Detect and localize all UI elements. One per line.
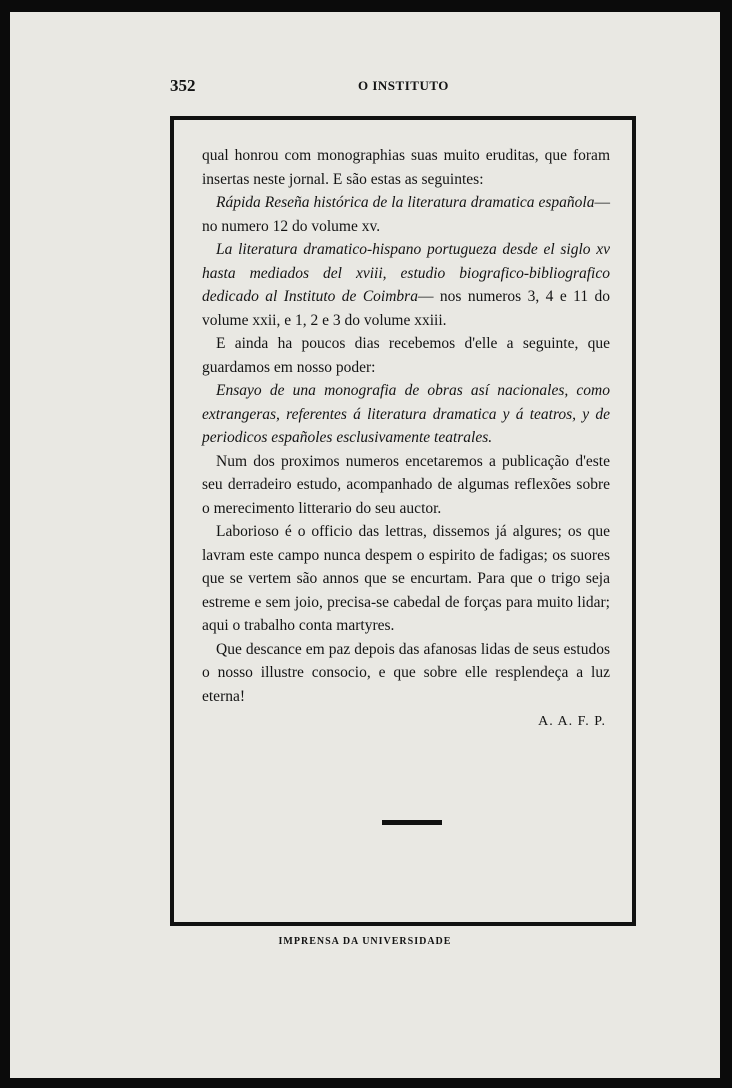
work-ref-1: — no numero 12 do volume xv.	[202, 194, 610, 235]
work-ref-2: — nos numeros 3, 4 e 11 do volume xxii, e 1, 2 e 3 do volume xxiii.	[202, 288, 610, 329]
work-entry-2	[202, 238, 610, 332]
work-title-1: Rápida Reseña histórica de la literatura dramatica española	[216, 194, 595, 211]
work-entry-1	[202, 191, 610, 238]
printer-imprint: IMPRENSA DA UNIVERSIDADE	[278, 936, 452, 947]
document-page	[10, 12, 720, 1078]
paragraph-received: E ainda ha poucos dias recebemos d'elle a seguinte, que guardamos em nosso poder:	[202, 335, 610, 376]
page-header	[10, 76, 720, 100]
paragraph-laborioso: Laborioso é o officio das lettras, dissemos já algures; os que lavram este campo nunca despem o espirito de fadigas; os suores que se vertem são annos que se encurtam. Para que o trigo seja estreme e sem joio, precisa-se cabedal de forças para muito lidar; aqui o trabalho conta martyres.	[202, 523, 610, 634]
end-rule	[382, 820, 442, 825]
work-title-3: Ensayo de una monografia de obras así nacionales, como extrangeras, referentes á literatura dramatica y á teatros, y de periodicos españoles esclusivamente teatrales.	[202, 382, 610, 446]
article-text	[202, 144, 610, 734]
paragraph-publication: Num dos proximos numeros encetaremos a publicação d'este seu derradeiro estudo, acompanhado de algumas reflexões sobre o merecimento litterario do seu auctor.	[202, 452, 610, 517]
paragraph-intro: qual honrou com monographias suas muito eruditas, que foram insertas neste jornal. E são estas as seguintes:	[202, 147, 610, 188]
work-title-2: La literatura dramatico-hispano portugueza desde el siglo xv hasta mediados del xviii, estudio biografico-bibliografico dedicado al Instituto de Coimbra	[202, 241, 610, 305]
running-title: O INSTITUTO	[358, 78, 449, 93]
paragraph-closing: Que descance em paz depois das afanosas lidas de seus estudos o nosso illustre consocio, e que sobre elle resplendeça a luz eterna!	[202, 640, 610, 705]
page-number: 352	[170, 76, 196, 95]
signature: A. A. F. P.	[538, 714, 606, 729]
bordered-frame	[170, 116, 636, 926]
